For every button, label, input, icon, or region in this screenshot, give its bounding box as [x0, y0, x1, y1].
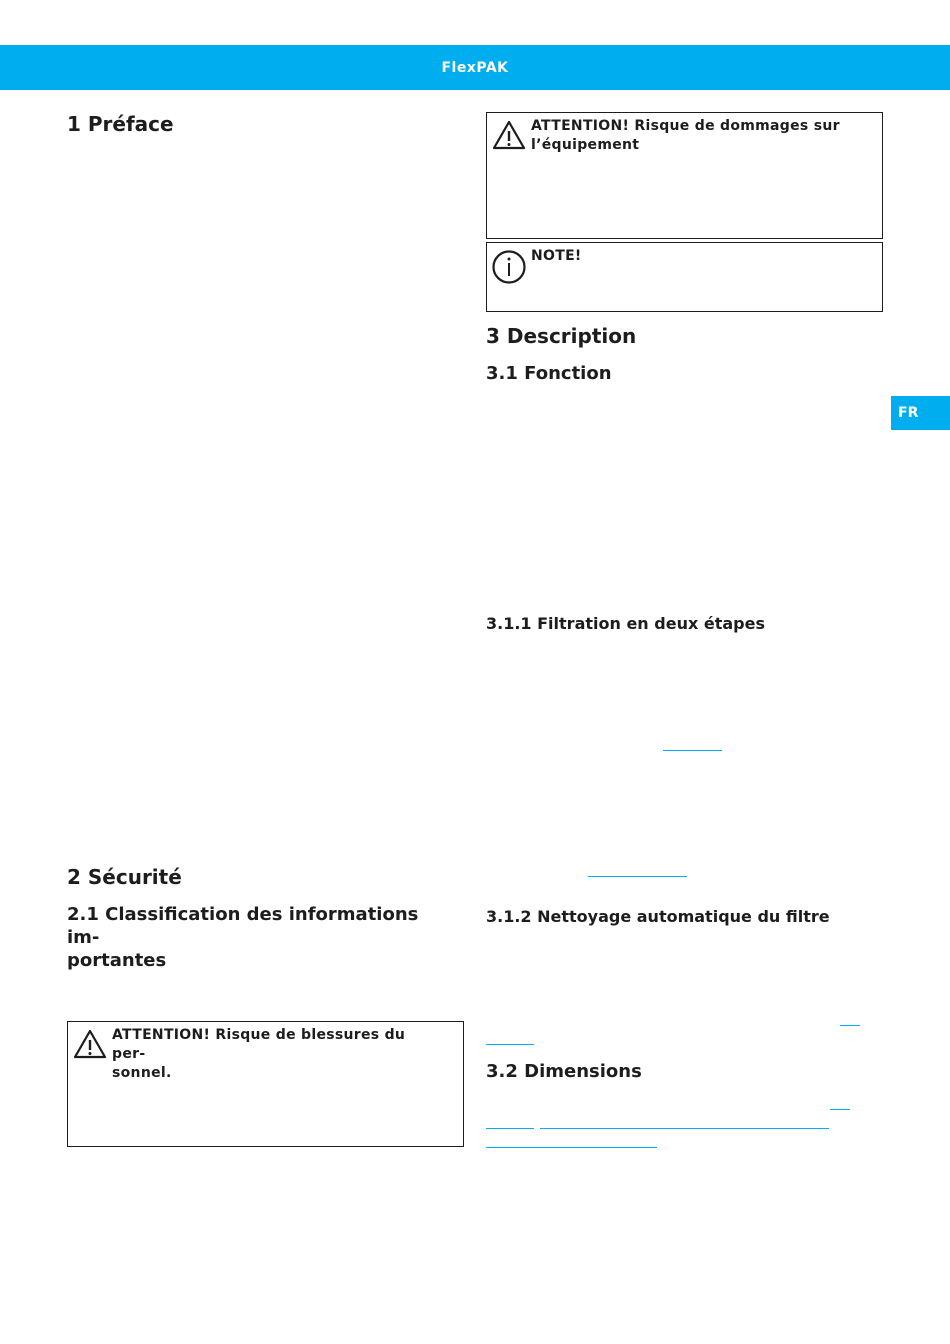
- warning-triangle-icon: [492, 119, 526, 151]
- hyperlink-underline[interactable]: [830, 1109, 850, 1110]
- hyperlink-underline[interactable]: [486, 1128, 534, 1129]
- heading-automatic-filter-cleaning: 3.1.2 Nettoyage automatique du filtre: [486, 907, 830, 926]
- notice-injury: [67, 1021, 464, 1147]
- notice-note: [486, 242, 883, 312]
- info-circle-icon: [492, 250, 526, 284]
- notice-equipment: [486, 112, 883, 239]
- hyperlink-underline[interactable]: [588, 876, 687, 877]
- hyperlink-underline[interactable]: [486, 1044, 534, 1045]
- heading-dimensions: 3.2 Dimensions: [486, 1061, 642, 1082]
- heading-description: 3 Description: [486, 324, 637, 348]
- heading-two-stage-filtration: 3.1.1 Filtration en deux étapes: [486, 614, 765, 633]
- heading-security: 2 Sécurité: [67, 865, 182, 889]
- page-header-bar: [0, 45, 950, 90]
- notice-note-title: NOTE!: [531, 248, 582, 264]
- heading-classification: 2.1 Classification des informations im- portantes: [67, 904, 419, 971]
- heading-function: 3.1 Fonction: [486, 363, 612, 384]
- language-tab: [891, 396, 950, 430]
- notice-equipment-title: ATTENTION! Risque de dommages sur l’équipement: [531, 118, 840, 153]
- hyperlink-underline[interactable]: [540, 1128, 829, 1129]
- notice-injury-title: ATTENTION! Risque de blessures du per- sonnel.: [112, 1027, 406, 1081]
- warning-triangle-icon: [73, 1028, 107, 1060]
- hyperlink-underline[interactable]: [840, 1025, 860, 1026]
- heading-preface: 1 Préface: [67, 112, 174, 136]
- hyperlink-underline[interactable]: [486, 1147, 657, 1148]
- document-title: FlexPAK: [441, 59, 509, 76]
- hyperlink-underline[interactable]: [663, 750, 722, 751]
- language-tab-label: FR: [898, 405, 919, 421]
